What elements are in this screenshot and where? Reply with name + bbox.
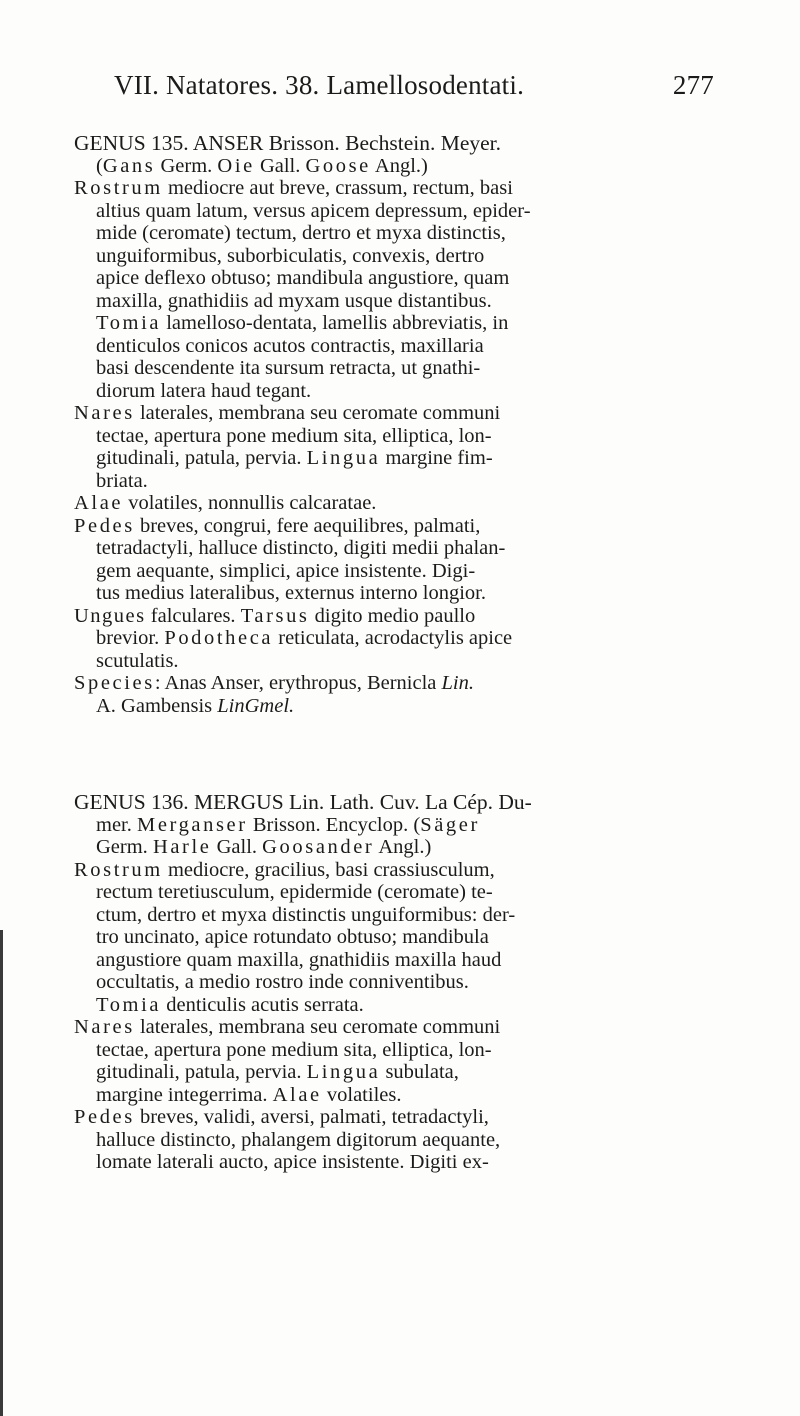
text-line: brevior. Podotheca reticulata, acrodactylis apice xyxy=(96,627,513,649)
synonyms-line: mer. Merganser Brisson. Encyclop. (Säger xyxy=(96,813,480,836)
term-lingua: Lingua xyxy=(306,447,381,469)
text-line: angustiore quam maxilla, gnathidiis maxilla haud xyxy=(96,948,502,971)
species-paragraph: Species: Anas Anser, erythropus, Bernicla Lin. xyxy=(74,672,475,694)
term-tomia: Tomia xyxy=(96,312,162,334)
ungues-paragraph: Ungues falculares. Tarsus digito medio paullo xyxy=(74,604,476,627)
text-line: mide (ceromate) tectum, dertro et myxa distinctis, xyxy=(96,222,506,244)
author-citation: Lin. xyxy=(441,672,475,694)
term-podotheca: Podotheca xyxy=(164,627,274,649)
text-line: tectae, apertura pone medium sita, elliptica, lon- xyxy=(96,1038,492,1061)
author-citation: LinGmel. xyxy=(217,694,295,717)
text-line: gem aequante, simplici, apice insistente. Digi- xyxy=(96,559,476,582)
genus-anser-entry xyxy=(74,132,734,717)
term-lingua: Lingua xyxy=(306,1061,381,1083)
text-line: occultatis, a medio rostro inde conniventibus. xyxy=(96,971,469,993)
text-line: A. Gambensis LinGmel. xyxy=(96,694,295,717)
term-alae: Alae xyxy=(74,492,124,514)
term-ungues: Ungues xyxy=(74,604,146,627)
pedes-paragraph: Pedes breves, validi, aversi, palmati, tetradactyli, xyxy=(74,1106,489,1128)
term-pedes: Pedes xyxy=(74,514,135,537)
section-title: VII. Natatores. xyxy=(114,70,279,100)
text-line: altius quam latum, versus apicem depressum, epider- xyxy=(96,199,531,222)
page-number: 277 xyxy=(672,70,714,100)
text-line: maxilla, gnathidiis ad myxam usque distantibus. xyxy=(96,289,492,312)
family-title: 38. Lamellosodentati. xyxy=(285,70,525,100)
text-line: gitudinali, patula, pervia. Lingua margine fim- xyxy=(96,447,493,469)
text-line: tectae, apertura pone medium sita, elliptica, lon- xyxy=(96,424,492,447)
genus-heading: GENUS 136. MERGUS Lin. Lath. Cuv. La Cép. Du- xyxy=(74,790,532,814)
term-rostrum: Rostrum xyxy=(74,177,163,199)
nares-paragraph: Nares laterales, membrana seu ceromate communi xyxy=(74,1016,501,1038)
vernacular-names: Germ. Harle Gall. Goosander Angl.) xyxy=(96,836,432,858)
text-line: Tomia lamelloso-dentata, lamellis abbreviatis, in xyxy=(96,312,509,334)
text-line: denticulos conicos acutos contractis, maxillaria xyxy=(96,334,484,357)
text-line: Tomia denticulis acutis serrata. xyxy=(96,993,364,1016)
term-nares: Nares xyxy=(74,402,135,424)
text-line: margine integerrima. Alae volatiles. xyxy=(96,1083,402,1106)
term-pedes: Pedes xyxy=(74,1106,135,1128)
text-line: diorum latera haud tegant. xyxy=(96,379,312,402)
text-line: lomate laterali aucto, apice insistente. Digiti ex- xyxy=(96,1151,489,1173)
text-line: tetradactyli, halluce distincto, digiti medii phalan- xyxy=(96,537,506,559)
text-line: ctum, dertro et myxa distinctis unguiformibus: der- xyxy=(96,903,516,926)
rostrum-paragraph: Rostrum mediocre aut breve, crassum, rectum, basi xyxy=(74,177,513,199)
term-alae: Alae xyxy=(272,1083,322,1106)
text-line: rectum teretiusculum, epidermide (ceromate) te- xyxy=(96,881,493,903)
text-line: unguiformibus, suborbiculatis, convexis, dertro xyxy=(96,244,485,267)
term-rostrum: Rostrum xyxy=(74,858,163,881)
genus-heading: GENUS 135. ANSER Brisson. Bechstein. Meyer. xyxy=(74,131,502,155)
running-head xyxy=(114,68,714,102)
rostrum-paragraph: Rostrum mediocre, gracilius, basi crassiusculum, xyxy=(74,858,495,881)
nares-paragraph: Nares laterales, membrana seu ceromate communi xyxy=(74,402,501,424)
genus-mergus-entry xyxy=(74,791,734,1174)
page-edge-shadow xyxy=(0,930,3,1416)
text-line: scutulatis. xyxy=(96,649,179,672)
text-line: basi descendente ita sursum retracta, ut gnathi- xyxy=(96,357,481,379)
text-line: halluce distincto, phalangem digitorum aequante, xyxy=(96,1128,501,1151)
text-line: gitudinali, patula, pervia. Lingua subulata, xyxy=(96,1061,459,1083)
text-line: tro uncinato, apice rotundato obtuso; mandibula xyxy=(96,926,489,948)
text-line: briata. xyxy=(96,469,148,492)
text-line: apice deflexo obtuso; mandibula angustiore, quam xyxy=(96,267,510,289)
alae-paragraph: Alae volatiles, nonnullis calcaratae. xyxy=(74,492,377,514)
term-nares: Nares xyxy=(74,1016,135,1038)
text-line: tus medius lateralibus, externus interno longior. xyxy=(96,582,487,604)
term-tarsus: Tarsus xyxy=(240,604,310,627)
term-species: Species xyxy=(74,672,155,694)
term-tomia: Tomia xyxy=(96,993,162,1016)
pedes-paragraph: Pedes breves, congrui, fere aequilibres, palmati, xyxy=(74,514,481,537)
vernacular-names: (Gans Germ. Oie Gall. Goose Angl.) xyxy=(96,154,428,177)
